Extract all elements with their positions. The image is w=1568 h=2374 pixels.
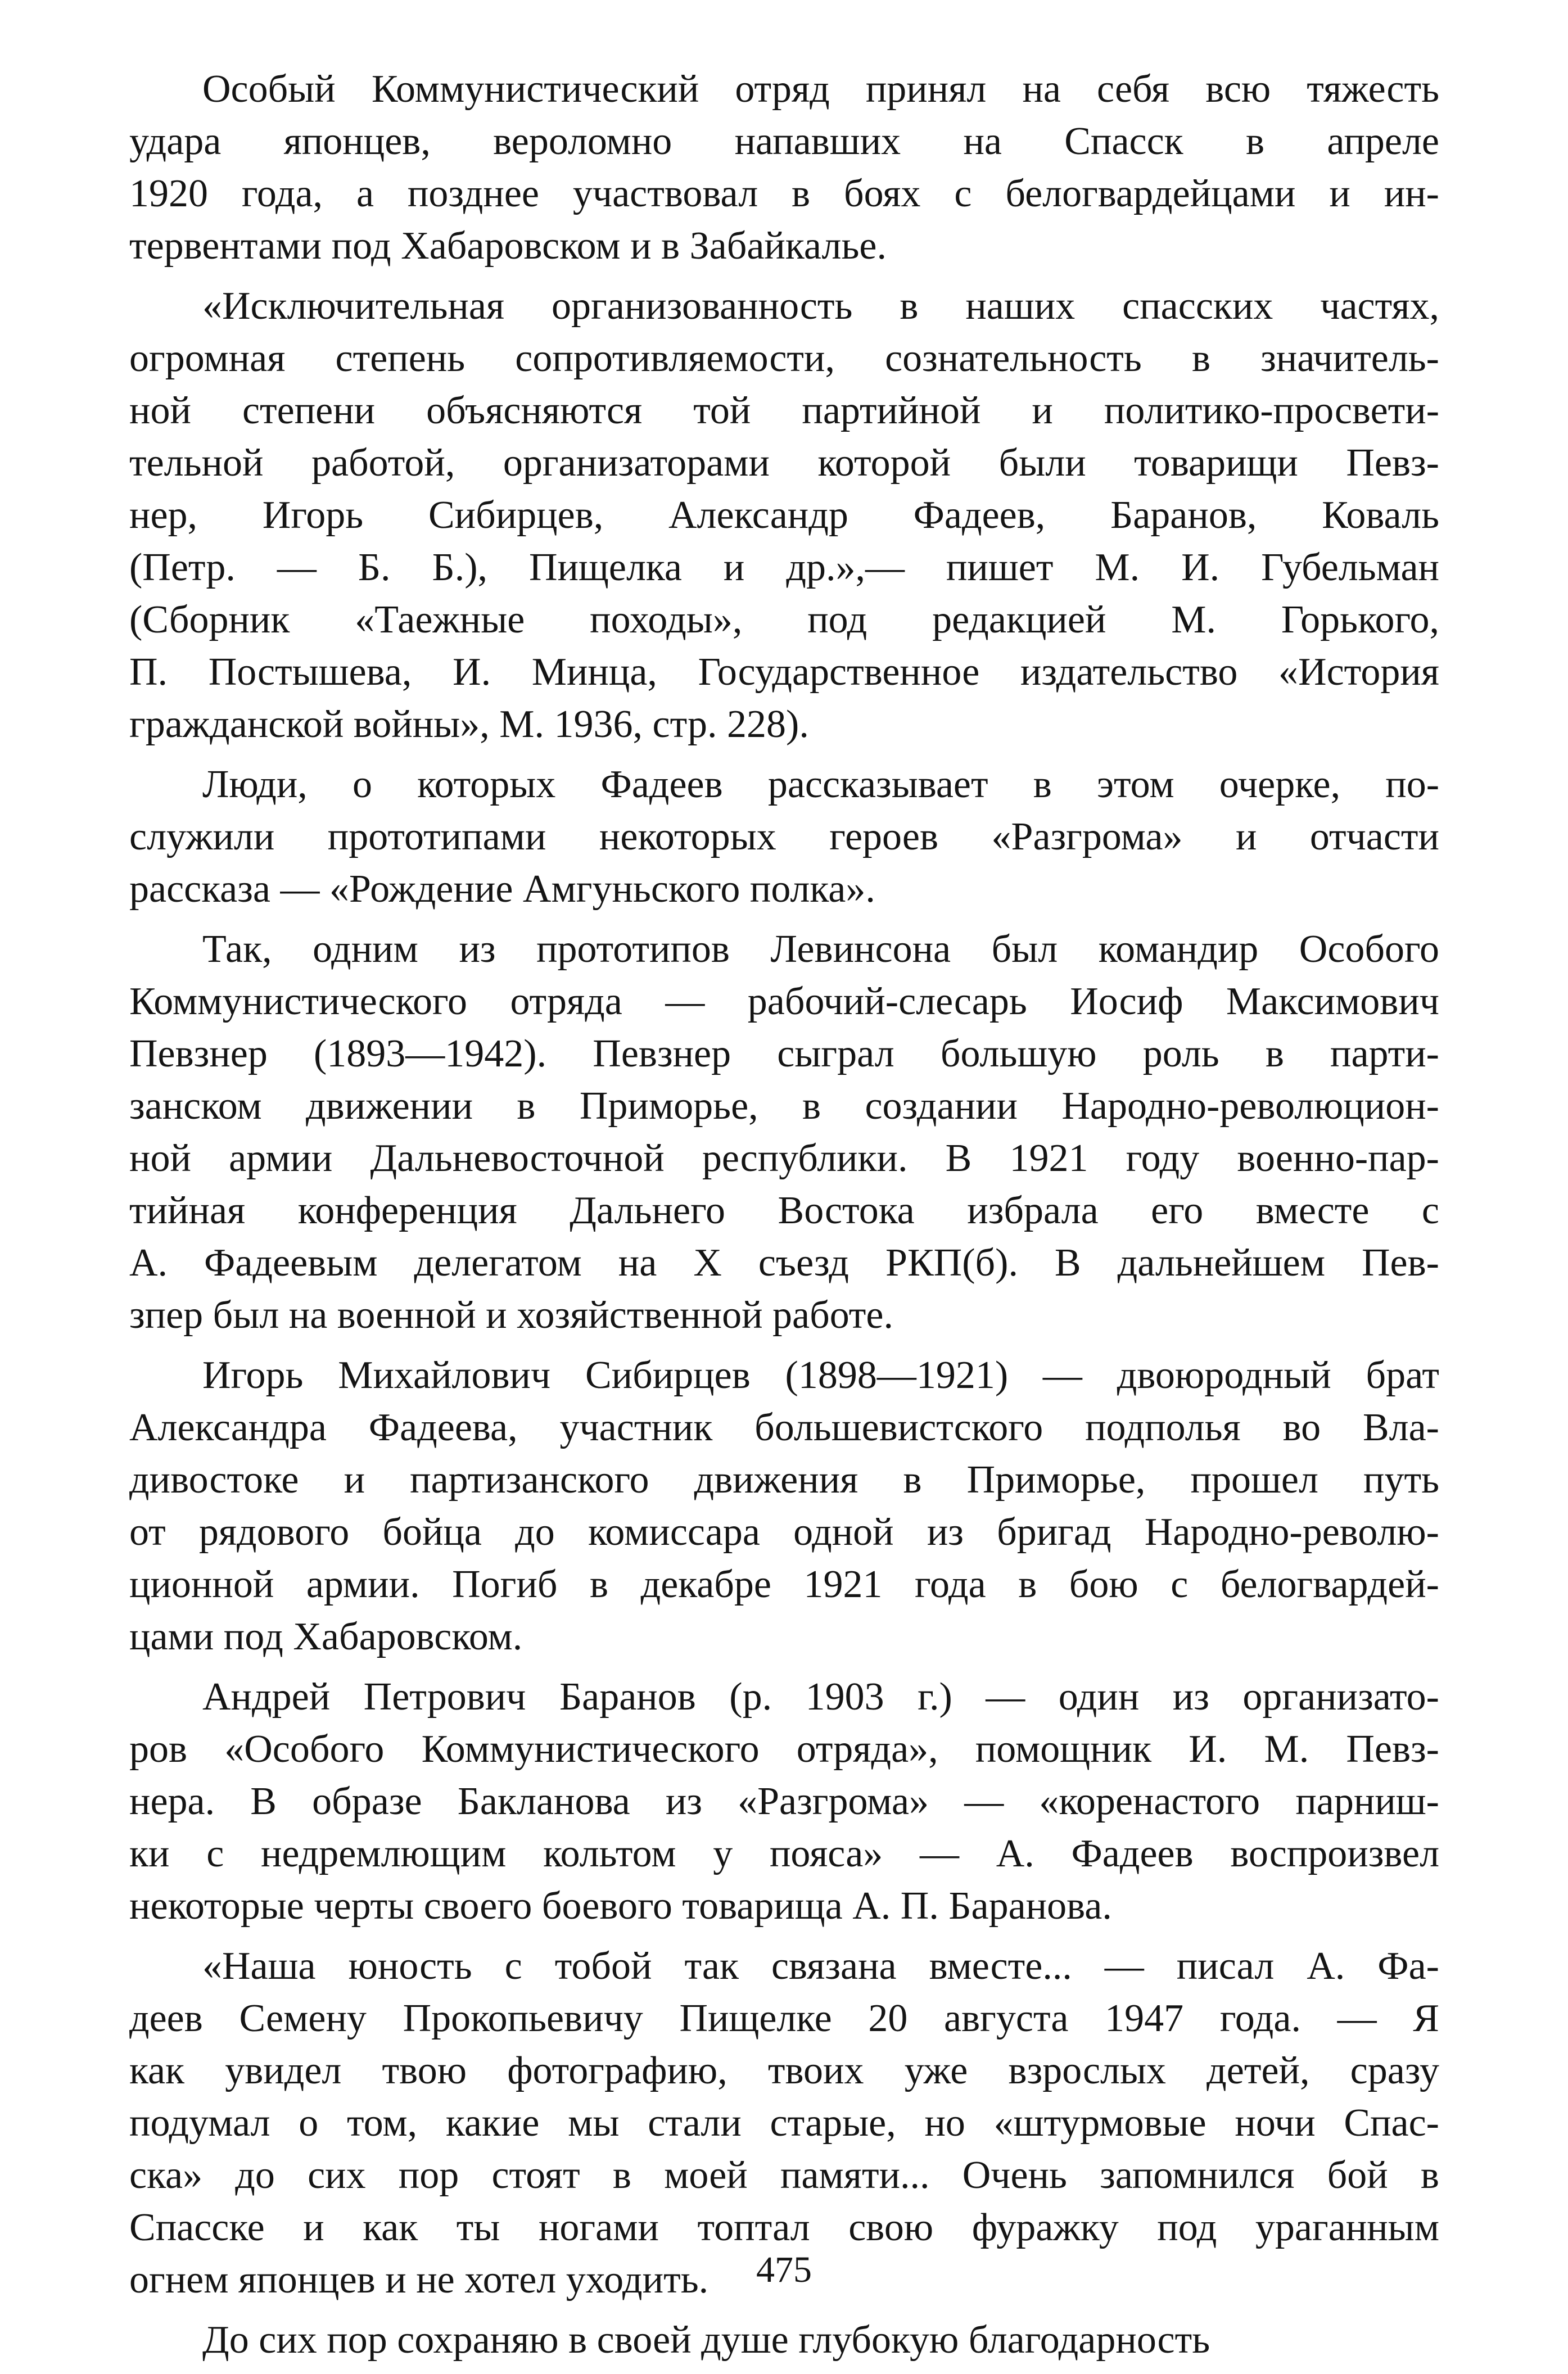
text-line: До сих пор сохраняю в своей душе глубокую благодарность — [202, 2318, 1210, 2362]
body-text — [129, 63, 1439, 2374]
text-line: тельной работой, организаторами которой были товарищи Певз- — [129, 441, 1439, 485]
text-line: Александра Фадеева, участник большевистского подполья во Вла- — [129, 1406, 1439, 1449]
text-line: А. Фадеевым делегатом на X съезд РКП(б). В дальнейшем Пев- — [129, 1241, 1439, 1285]
text-line: огромная степень сопротивляемости, сознательность в значитель- — [129, 337, 1439, 380]
text-line: цами под Хабаровском. — [129, 1615, 523, 1658]
text-line: подумал о том, какие мы стали старые, но «штурмовые ночи Спас- — [129, 2101, 1439, 2145]
text-line: Люди, о которых Фадеев рассказывает в этом очерке, по- — [202, 763, 1439, 806]
text-line: удара японцев, вероломно напавших на Спасск в апреле — [129, 120, 1439, 163]
text-line: (Петр. — Б. Б.), Пищелка и др.»,— пишет М. И. Губельман — [129, 546, 1439, 589]
page-number: 475 — [756, 2249, 812, 2290]
text-line: зпер был на военной и хозяйственной работе. — [129, 1294, 893, 1337]
text-line: ки с недремлющим кольтом у пояса» — А. Фадеев воспроизвел — [129, 1832, 1439, 1875]
text-line: нер, Игорь Сибирцев, Александр Фадеев, Баранов, Коваль — [129, 494, 1439, 537]
text-line: дивостоке и партизанского движения в Приморье, прошел путь — [129, 1458, 1439, 1502]
text-line: ска» до сих пор стоят в моей памяти... Очень запомнился бой в — [129, 2154, 1439, 2197]
text-line: Игорь Михайлович Сибирцев (1898—1921) — двоюродный брат — [202, 1354, 1439, 1397]
text-line: как увидел твою фотографию, твоих уже взрослых детей, сразу — [129, 2049, 1439, 2092]
text-line: рассказа — «Рождение Амгуньского полка». — [129, 867, 875, 911]
text-line: П. Постышева, И. Минца, Государственное издательство «История — [129, 650, 1439, 694]
paragraph — [129, 1349, 1439, 1663]
text-line: ционной армии. Погиб в декабре 1921 года в бою с белогвардей- — [129, 1563, 1439, 1606]
paragraph — [129, 2314, 1439, 2366]
text-line: 1920 года, а позднее участвовал в боях с белогвардейцами и ин- — [129, 172, 1439, 215]
text-line: от рядового бойца до комиссара одной из бригад Народно-револю- — [129, 1511, 1439, 1554]
paragraph — [129, 758, 1439, 915]
text-line: Андрей Петрович Баранов (р. 1903 г.) — один из организато- — [202, 1675, 1439, 1719]
text-line: огнем японцев и не хотел уходить. — [129, 2258, 709, 2301]
text-line: деев Семену Прокопьевичу Пищелке 20 августа 1947 года. — Я — [129, 1997, 1439, 2040]
paragraph — [129, 1671, 1439, 1932]
text-line: нера. В образе Бакланова из «Разгрома» — «коренастого парниш- — [129, 1780, 1439, 1823]
text-line: Коммунистического отряда — рабочий-слесарь Иосиф Максимович — [129, 980, 1439, 1023]
text-line: некоторые черты своего боевого товарища А. П. Баранова. — [129, 1884, 1112, 1928]
text-line: служили прототипами некоторых героев «Разгрома» и отчасти — [129, 815, 1439, 858]
paragraph — [129, 280, 1439, 750]
text-line: ной армии Дальневосточной республики. В 1921 году военно-пар- — [129, 1137, 1439, 1180]
text-line: «Наша юность с тобой так связана вместе... — писал А. Фа- — [202, 1945, 1439, 1988]
text-line: гражданской войны», М. 1936, стр. 228). — [129, 703, 809, 746]
text-line: тервентами под Хабаровском и в Забайкалье. — [129, 224, 887, 268]
text-line: Спасске и как ты ногами топтал свою фуражку под ураганным — [129, 2206, 1439, 2249]
text-line: ной степени объясняются той партийной и политико-просвети- — [129, 389, 1439, 432]
text-line: Так, одним из прототипов Левинсона был командир Особого — [202, 928, 1439, 971]
paragraph — [129, 63, 1439, 272]
text-line: ров «Особого Коммунистического отряда», помощник И. М. Певз- — [129, 1728, 1439, 1771]
text-line: Певзнер (1893—1942). Певзнер сыграл большую роль в парти- — [129, 1032, 1439, 1075]
text-line: занском движении в Приморье, в создании Народно-революцион- — [129, 1084, 1439, 1128]
paragraph — [129, 923, 1439, 1341]
text-line: Особый Коммунистический отряд принял на себя всю тяжесть — [202, 67, 1439, 111]
text-line: тийная конференция Дальнего Востока избрала его вместе с — [129, 1189, 1439, 1232]
text-line: (Сборник «Таежные походы», под редакцией М. Горького, — [129, 598, 1439, 641]
text-line: «Исключительная организованность в наших спасских частях, — [202, 284, 1439, 328]
